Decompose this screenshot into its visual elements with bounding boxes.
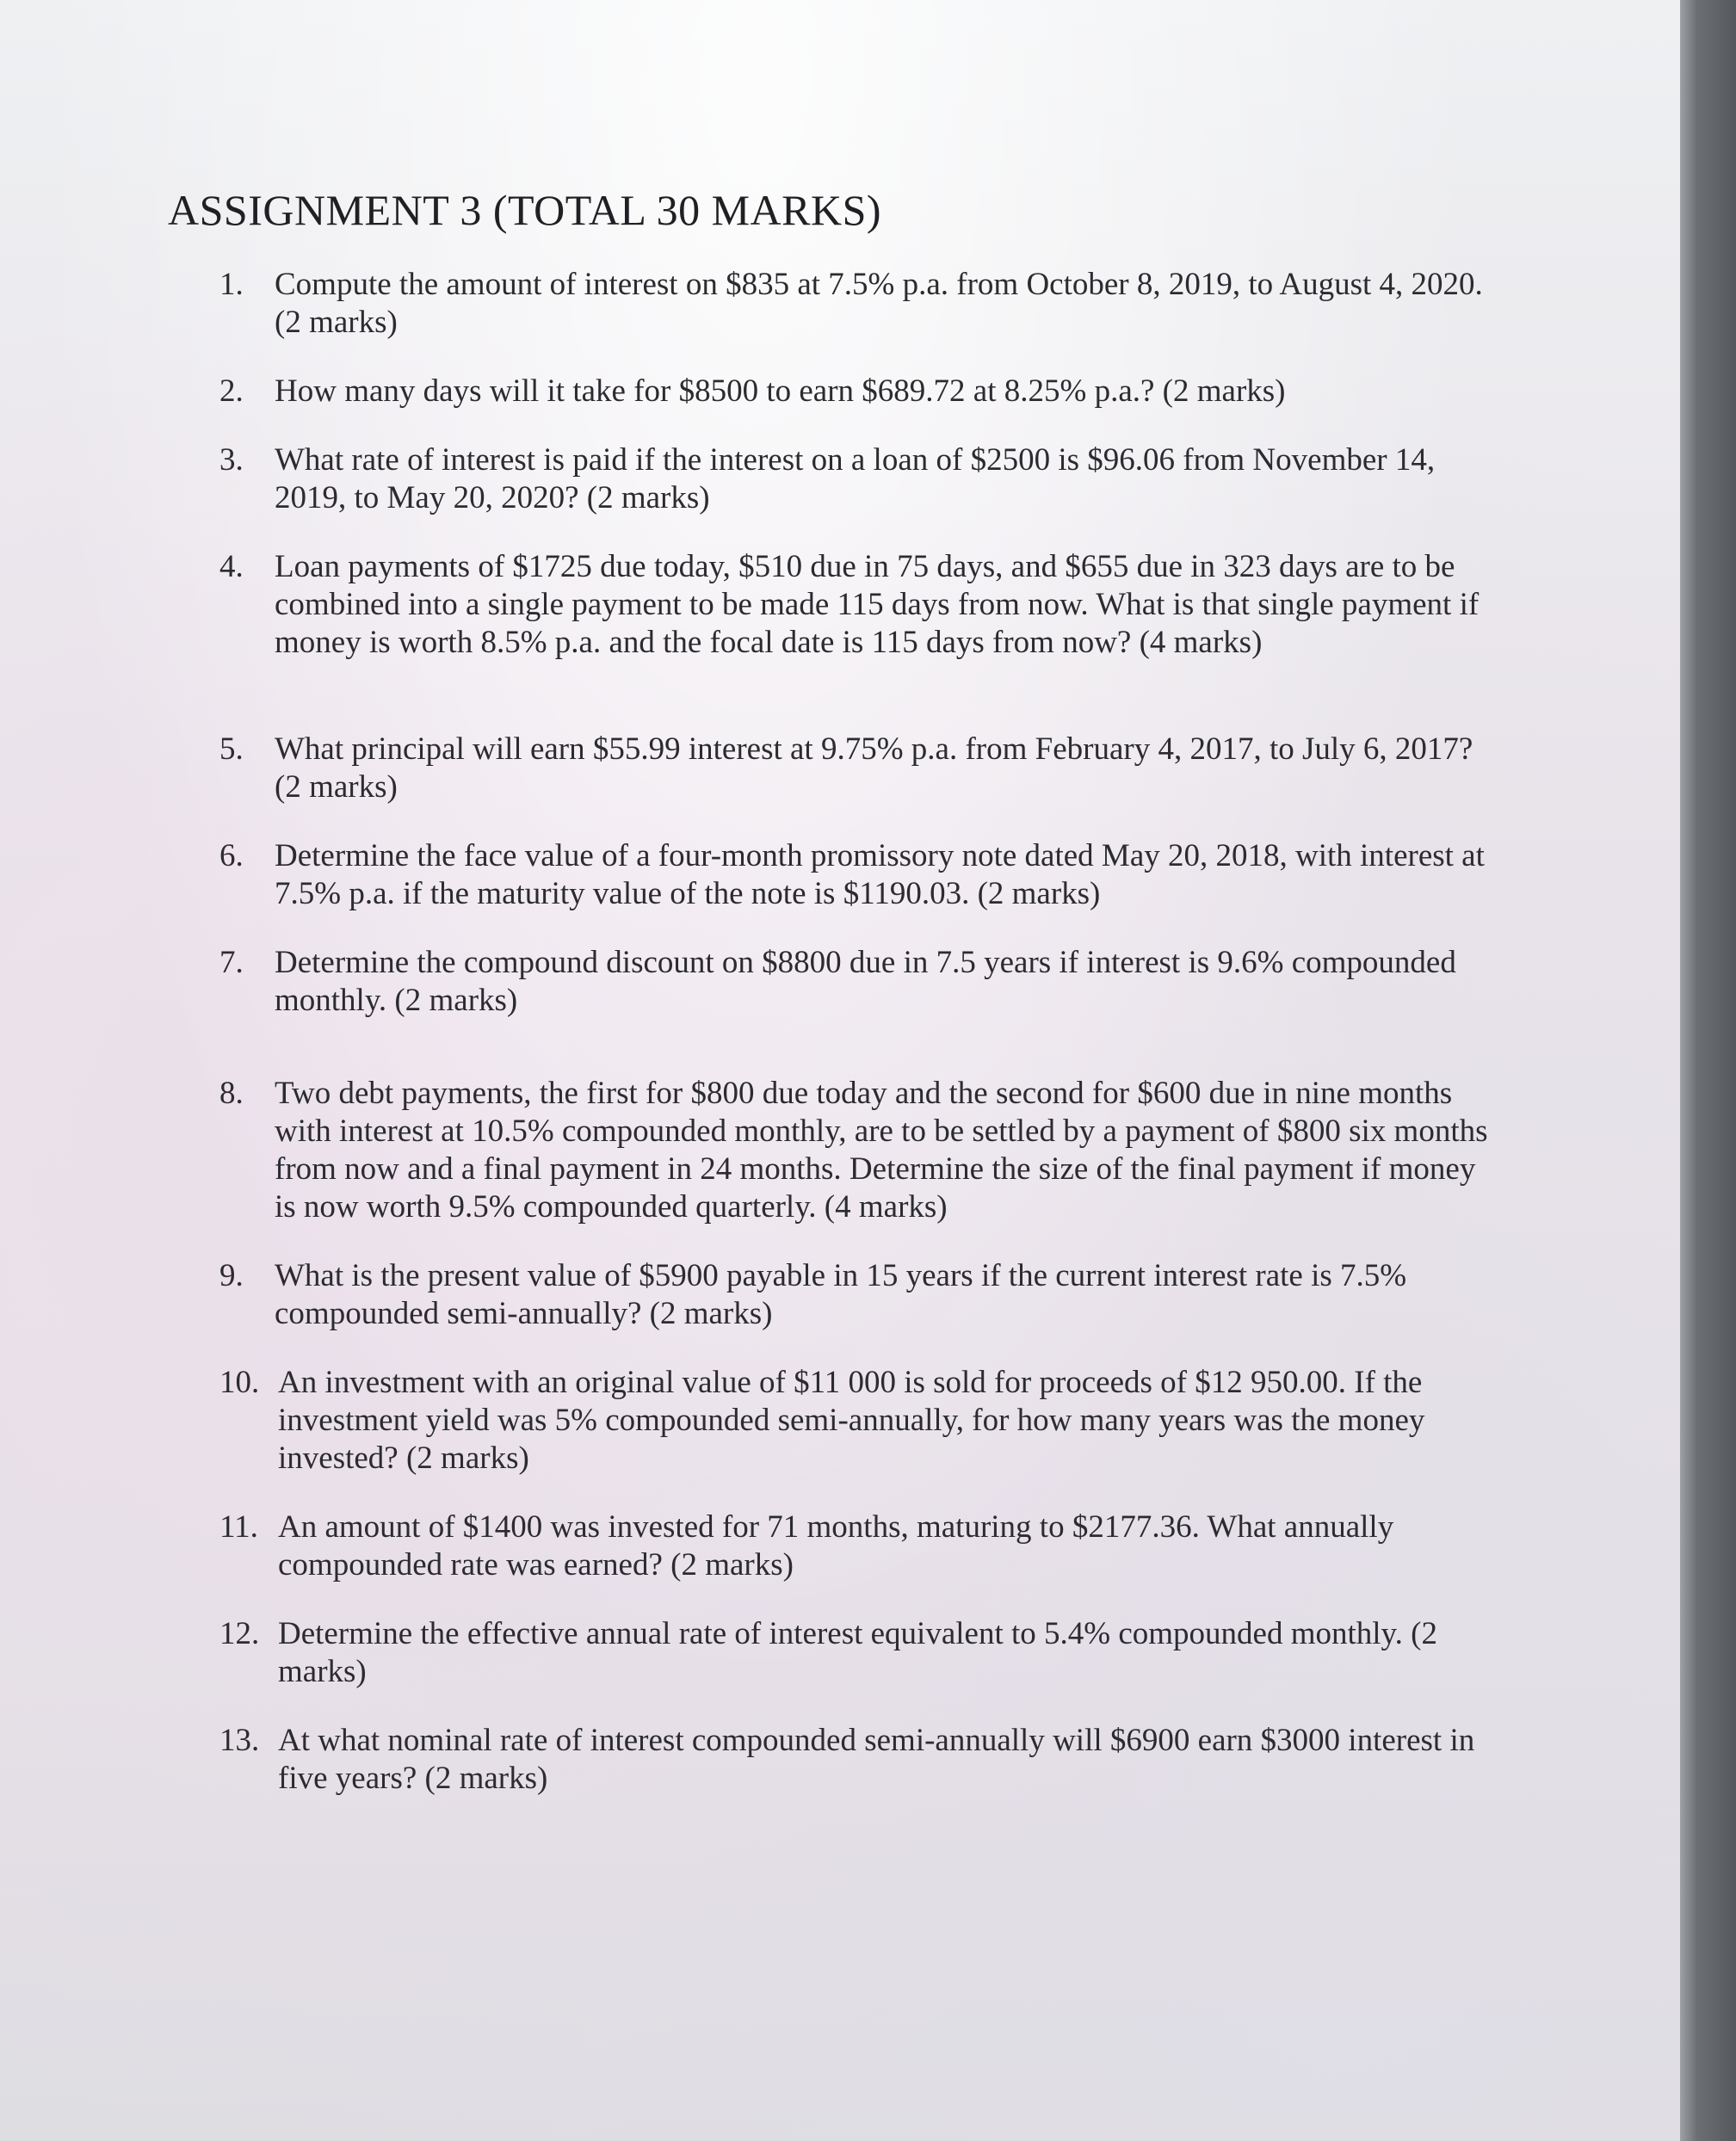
- question-3: [219, 441, 1493, 517]
- question-3-number: 3.: [219, 442, 244, 478]
- question-10: [219, 1364, 1493, 1478]
- question-13: [219, 1722, 1493, 1798]
- question-4-text: Loan payments of $1725 due today, $510 due in 75 days, and $655 due in 323 days are to be combined into a single payment to be made 115 days from now. What is that single payment if money is worth 8.5% p.a. and the focal date is 115 days from now? (4 marks): [275, 549, 1480, 660]
- question-13-text: At what nominal rate of interest compounded semi-annually will $6900 earn $3000 interest in five years? (2 marks): [278, 1723, 1475, 1796]
- question-6: [219, 837, 1493, 913]
- question-11-number: 11.: [219, 1509, 258, 1545]
- question-10-number: 10.: [219, 1365, 260, 1400]
- question-2: [219, 373, 1493, 410]
- question-5-text: What principal will earn $55.99 interest at 9.75% p.a. from February 4, 2017, to July 6, 2017? (2 marks): [275, 731, 1473, 805]
- question-8: [219, 1075, 1493, 1226]
- question-6-number: 6.: [219, 838, 244, 873]
- question-12: [219, 1615, 1493, 1691]
- question-12-text: Determine the effective annual rate of interest equivalent to 5.4% compounded monthly. (2 marks): [278, 1616, 1437, 1689]
- question-4: [219, 548, 1493, 662]
- question-4-number: 4.: [219, 549, 244, 584]
- question-13-number: 13.: [219, 1723, 260, 1758]
- question-7-number: 7.: [219, 945, 244, 980]
- question-6-text: Determine the face value of a four-month promissory note dated May 20, 2018, with interest at 7.5% p.a. if the maturity value of the note is $1190.03. (2 marks): [275, 838, 1485, 911]
- question-9: [219, 1257, 1493, 1333]
- question-11-text: An amount of $1400 was invested for 71 months, maturing to $2177.36. What annually compounded rate was earned? (2 marks): [278, 1509, 1394, 1583]
- question-10-text: An investment with an original value of $11 000 is sold for proceeds of $12 950.00. If the investment yield was 5% compounded semi-annually, for how many years was the money invested? (2 marks): [278, 1365, 1425, 1476]
- question-7: [219, 944, 1493, 1020]
- question-5: [219, 731, 1493, 806]
- question-2-text: How many days will it take for $8500 to earn $689.72 at 8.25% p.a.? (2 marks): [275, 373, 1286, 409]
- question-12-number: 12.: [219, 1616, 260, 1651]
- question-11: [219, 1509, 1493, 1584]
- question-8-number: 8.: [219, 1076, 244, 1111]
- assignment-document: [168, 185, 1493, 1829]
- monitor-bezel: [1680, 0, 1736, 2141]
- question-list: [168, 266, 1493, 1798]
- question-3-text: What rate of interest is paid if the interest on a loan of $2500 is $96.06 from November 14, 2019, to May 20, 2020? (2 marks): [275, 442, 1436, 515]
- question-7-text: Determine the compound discount on $8800 due in 7.5 years if interest is 9.6% compounded monthly. (2 marks): [275, 945, 1456, 1018]
- question-2-number: 2.: [219, 373, 244, 409]
- assignment-title: ASSIGNMENT 3 (TOTAL 30 MARKS): [168, 186, 882, 234]
- question-9-number: 9.: [219, 1258, 244, 1293]
- question-1-number: 1.: [219, 267, 244, 302]
- question-5-number: 5.: [219, 731, 244, 767]
- question-1: [219, 266, 1493, 342]
- question-1-text: Compute the amount of interest on $835 at 7.5% p.a. from October 8, 2019, to August 4, 2020. (2 marks): [275, 267, 1483, 340]
- question-9-text: What is the present value of $5900 payable in 15 years if the current interest rate is 7.5% compounded semi-annually? (2 marks): [275, 1258, 1407, 1331]
- question-8-text: Two debt payments, the first for $800 due today and the second for $600 due in nine months with interest at 10.5% compounded monthly, are to be settled by a payment of $800 six months from now and a final payment in 24 months. Determine the size of the final payment if money is now worth 9.5% compounded quarterly. (4 marks): [275, 1076, 1488, 1225]
